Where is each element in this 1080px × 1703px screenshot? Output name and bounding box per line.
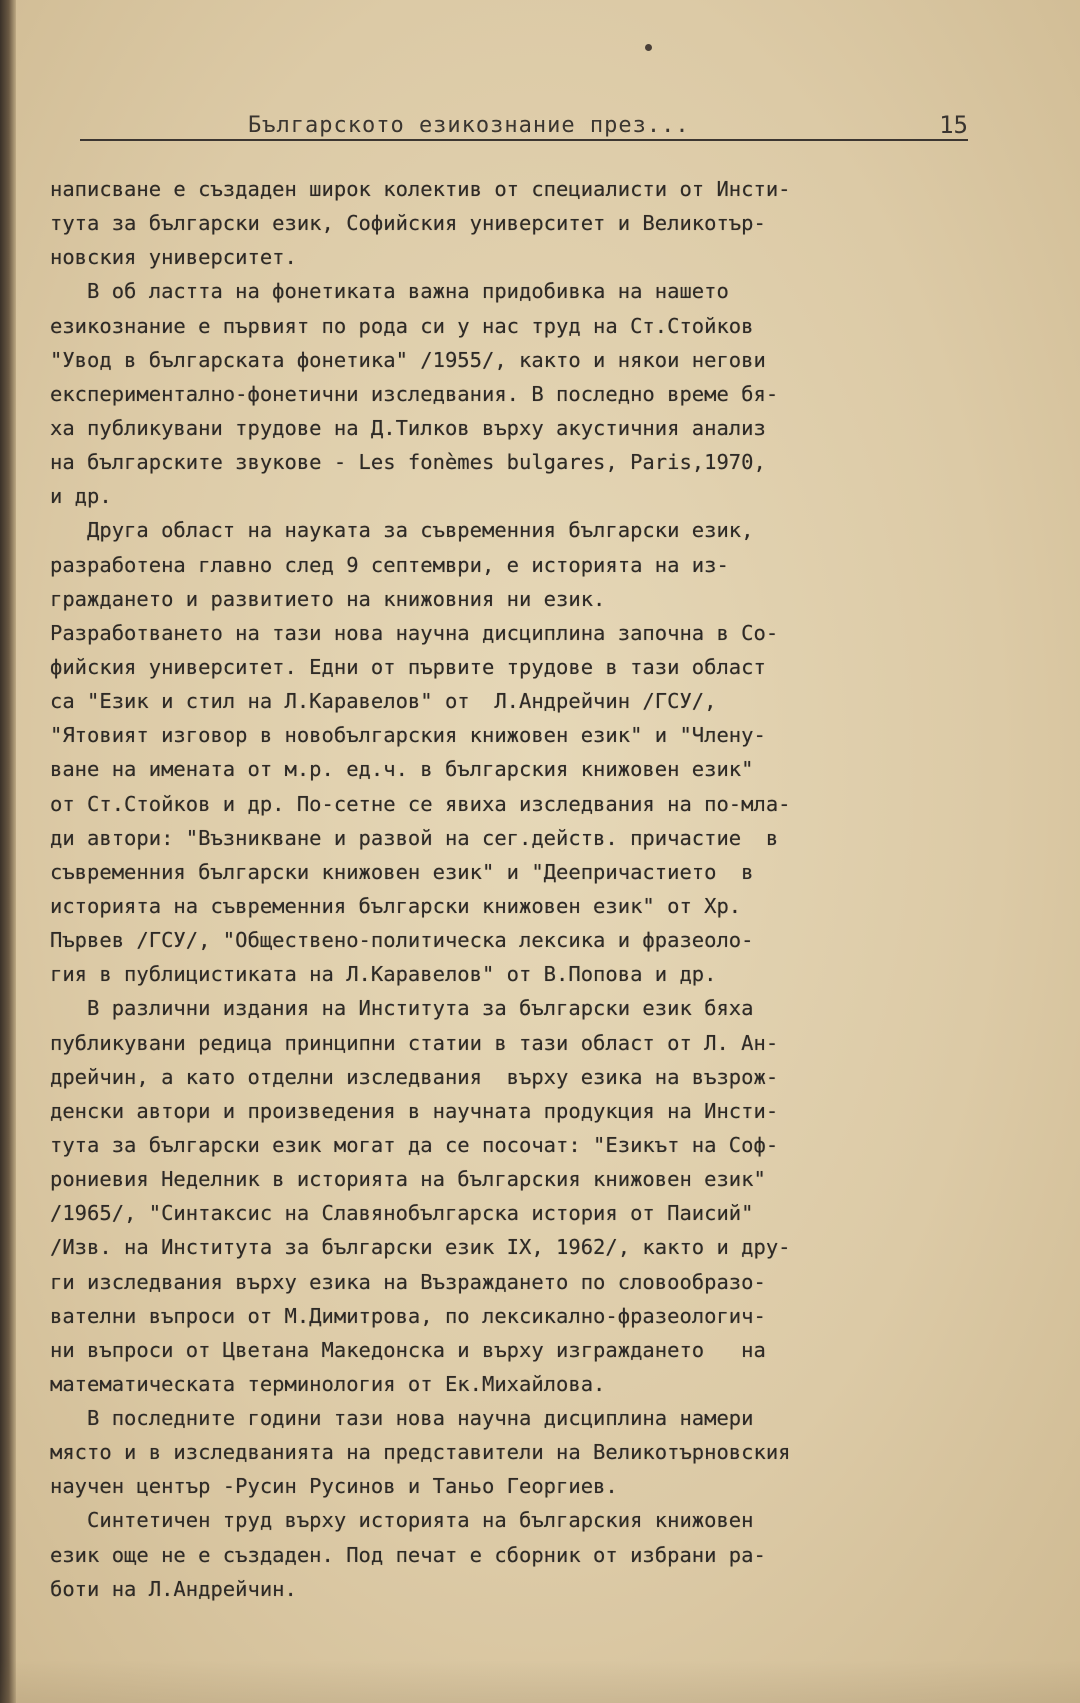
text-line: дрейчин, а като отделни изследвания върху езика на възрож- <box>50 1064 779 1089</box>
text-line: езикознание е първият по рода си у нас труд на Ст.Стойков <box>50 313 754 338</box>
text-line: боти на Л.Андрейчин. <box>50 1576 297 1601</box>
text-line: написване е създаден широк колектив от специалисти от Инсти- <box>50 177 791 201</box>
running-header-title: Българското езикознание през... <box>248 113 690 138</box>
text-line: ди автори: "Възникване и развой на сег.действ. причастие в <box>50 825 779 850</box>
text-line: от Ст.Стойков и др. По-сетне се явиха изследвания на по-мла- <box>50 791 791 816</box>
text-line: ги изследвания върху езика на Възраждането по словообразо- <box>50 1269 766 1294</box>
text-line: и др. <box>50 484 112 509</box>
text-line: научен център -Русин Русинов и Таньо Георгиев. <box>50 1474 618 1499</box>
text-line: "Увод в българската фонетика" /1955/, както и някои негови <box>50 347 766 372</box>
header-rule <box>80 139 968 141</box>
text-line: Друга област на науката за съвременния български език, <box>50 518 754 543</box>
text-line: на българските звукове - Les fonèmes bulgares, Paris,1970, <box>50 450 766 475</box>
text-line: ха публикувани трудове на Д.Тилков върху акустичния анализ <box>50 415 766 440</box>
running-header <box>80 113 968 143</box>
text-line: гия в публицистиката на Л.Каравелов" от В.Попова и др. <box>50 962 717 987</box>
text-line: език още не е създаден. Под печат е сборник от избрани ра- <box>50 1542 766 1567</box>
text-line: В последните години тази нова научна дисциплина намери <box>50 1406 754 1431</box>
text-line: историята на съвременния български книжовен език" от Хр. <box>50 893 742 918</box>
page-binding-edge <box>0 0 16 1703</box>
text-line: място и в изследванията на представители на Великотърновския <box>50 1440 791 1465</box>
text-line: фийския университет. Едни от първите трудове в тази област <box>50 654 766 679</box>
text-line: математическата терминология от Ек.Михайлова. <box>50 1371 606 1396</box>
text-line: Разработването на тази нова научна дисциплина започна в Со- <box>50 620 779 645</box>
text-line: разработена главно след 9 септември, е историята на из- <box>50 552 729 577</box>
text-line: граждането и развитието на книжовния ни език. <box>50 586 606 611</box>
text-line: Първев /ГСУ/, "Обществено-политическа лексика и фразеоло- <box>50 928 754 953</box>
text-line: /Изв. на Института за български език IX, 1962/, както и дру- <box>50 1235 791 1260</box>
text-line: Синтетичен труд върху историята на българския книжовен <box>50 1508 754 1533</box>
text-line: експериментално-фонетични изследвания. В последно време бя- <box>50 381 779 406</box>
text-line: ни въпроси от Цветана Македонска и върху изграждането на <box>50 1337 766 1362</box>
text-line: новския университет. <box>50 245 297 270</box>
page-fold-shadow <box>0 1660 1080 1703</box>
text-line: публикувани редица принципни статии в тази област от Л. Ан- <box>50 1030 779 1055</box>
ink-dot <box>645 44 652 51</box>
text-line: "Ятовият изговор в новобългарския книжовен език" и "Члену- <box>50 723 766 748</box>
text-line: ване на имената от м.р. ед.ч. в българския книжовен език" <box>50 757 754 782</box>
text-line: съвременния български книжовен език" и "Деепричастието в <box>50 859 754 884</box>
text-line: В различни издания на Института за български език бяха <box>50 996 754 1021</box>
text-line: В об ластта на фонетиката важна придобивка на нашето <box>50 279 729 304</box>
text-line: денски автори и произведения в научната продукция на Инсти- <box>50 1098 779 1123</box>
text-line: рониевия Неделник в историята на българския книжовен език" <box>50 1167 766 1192</box>
body-text <box>50 172 1000 1606</box>
text-line: /1965/, "Синтаксис на Славянобългарска история от Паисий" <box>50 1201 754 1226</box>
page-number: 15 <box>939 111 968 139</box>
text-line: вателни въпроси от М.Димитрова, по лексикално-фразеологич- <box>50 1303 766 1328</box>
text-line: са "Език и стил на Л.Каравелов" от Л.Андрейчин /ГСУ/, <box>50 689 717 714</box>
text-line: тута за български език могат да се посочат: "Езикът на Соф- <box>50 1132 779 1157</box>
text-line: тута за български език, Софийския университет и Великотър- <box>50 211 766 236</box>
